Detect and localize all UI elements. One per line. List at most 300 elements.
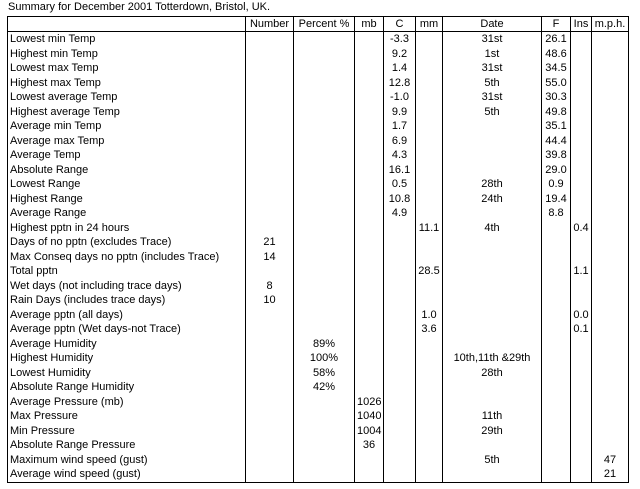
table-row	[8, 177, 629, 192]
table-row	[8, 438, 629, 453]
cell-mph	[592, 351, 629, 366]
cell-date	[443, 206, 542, 221]
table-row	[8, 206, 629, 221]
weather-summary-table	[7, 16, 629, 483]
cell-mb: 1026	[355, 395, 384, 410]
cell-mb	[355, 453, 384, 468]
cell-ins	[571, 366, 592, 381]
cell-c	[384, 453, 416, 468]
cell-c	[384, 279, 416, 294]
row-label: Absolute Range	[8, 163, 246, 178]
cell-c: 9.9	[384, 105, 416, 120]
cell-date: 5th	[443, 453, 542, 468]
cell-c: 12.8	[384, 76, 416, 91]
cell-mm	[416, 279, 443, 294]
row-label: Min Pressure	[8, 424, 246, 439]
cell-ins	[571, 148, 592, 163]
cell-f	[542, 467, 571, 482]
cell-ins	[571, 424, 592, 439]
table-row	[8, 337, 629, 352]
cell-f	[542, 250, 571, 265]
cell-percent	[294, 409, 355, 424]
table-row	[8, 90, 629, 105]
cell-f: 39.8	[542, 148, 571, 163]
cell-ins: 0.0	[571, 308, 592, 323]
cell-mm	[416, 337, 443, 352]
cell-number	[246, 119, 294, 134]
cell-ins: 1.1	[571, 264, 592, 279]
table-row	[8, 134, 629, 149]
cell-f: 8.8	[542, 206, 571, 221]
cell-mm	[416, 351, 443, 366]
cell-date: 29th	[443, 424, 542, 439]
table-row	[8, 250, 629, 265]
cell-ins	[571, 163, 592, 178]
cell-mph	[592, 134, 629, 149]
cell-number	[246, 322, 294, 337]
cell-mb	[355, 221, 384, 236]
cell-date	[443, 308, 542, 323]
cell-c	[384, 424, 416, 439]
cell-c: 9.2	[384, 47, 416, 62]
cell-f	[542, 409, 571, 424]
cell-f	[542, 380, 571, 395]
table-row	[8, 47, 629, 62]
cell-mm	[416, 76, 443, 91]
cell-mb	[355, 264, 384, 279]
cell-mph	[592, 264, 629, 279]
cell-percent	[294, 105, 355, 120]
cell-percent	[294, 250, 355, 265]
column-header-c: C	[384, 17, 416, 32]
table-row	[8, 76, 629, 91]
cell-date	[443, 119, 542, 134]
cell-f: 48.6	[542, 47, 571, 62]
row-label: Highest Humidity	[8, 351, 246, 366]
column-header-mph: m.p.h.	[592, 17, 629, 32]
cell-mph	[592, 395, 629, 410]
cell-date	[443, 380, 542, 395]
table-row	[8, 395, 629, 410]
table-row	[8, 409, 629, 424]
cell-mph	[592, 250, 629, 265]
cell-date	[443, 235, 542, 250]
cell-ins: 0.4	[571, 221, 592, 236]
table-row	[8, 351, 629, 366]
cell-date	[443, 322, 542, 337]
cell-mm	[416, 163, 443, 178]
cell-mb	[355, 61, 384, 76]
cell-ins	[571, 395, 592, 410]
cell-date: 28th	[443, 366, 542, 381]
cell-mph	[592, 337, 629, 352]
cell-date	[443, 134, 542, 149]
cell-c: 1.7	[384, 119, 416, 134]
cell-mm	[416, 293, 443, 308]
cell-number	[246, 90, 294, 105]
row-label: Average Range	[8, 206, 246, 221]
cell-number	[246, 264, 294, 279]
cell-mph	[592, 424, 629, 439]
table-row	[8, 32, 629, 47]
cell-ins	[571, 32, 592, 47]
cell-ins	[571, 134, 592, 149]
cell-f	[542, 453, 571, 468]
cell-f: 49.8	[542, 105, 571, 120]
cell-date: 24th	[443, 192, 542, 207]
cell-mb	[355, 380, 384, 395]
cell-number: 10	[246, 293, 294, 308]
cell-mm	[416, 206, 443, 221]
cell-mb	[355, 250, 384, 265]
cell-mph	[592, 206, 629, 221]
cell-mb	[355, 47, 384, 62]
cell-date: 31st	[443, 61, 542, 76]
cell-mm: 28.5	[416, 264, 443, 279]
row-label: Lowest Humidity	[8, 366, 246, 381]
row-label: Lowest max Temp	[8, 61, 246, 76]
cell-mb	[355, 467, 384, 482]
cell-date: 1st	[443, 47, 542, 62]
cell-c: 4.9	[384, 206, 416, 221]
cell-ins	[571, 177, 592, 192]
cell-mm	[416, 47, 443, 62]
cell-mph	[592, 177, 629, 192]
cell-mph	[592, 235, 629, 250]
cell-ins	[571, 453, 592, 468]
cell-c: 10.8	[384, 192, 416, 207]
cell-f: 55.0	[542, 76, 571, 91]
table-row	[8, 61, 629, 76]
cell-mph	[592, 308, 629, 323]
row-label: Max Pressure	[8, 409, 246, 424]
cell-f	[542, 351, 571, 366]
cell-number	[246, 47, 294, 62]
cell-c: -3.3	[384, 32, 416, 47]
cell-mph	[592, 105, 629, 120]
cell-ins	[571, 105, 592, 120]
table-row	[8, 293, 629, 308]
cell-mm	[416, 105, 443, 120]
cell-mm	[416, 235, 443, 250]
cell-percent	[294, 235, 355, 250]
cell-mb	[355, 148, 384, 163]
cell-mph	[592, 409, 629, 424]
cell-date	[443, 250, 542, 265]
cell-number	[246, 409, 294, 424]
cell-mm	[416, 90, 443, 105]
column-header-mb: mb	[355, 17, 384, 32]
table-row	[8, 264, 629, 279]
cell-c	[384, 264, 416, 279]
cell-percent	[294, 293, 355, 308]
row-label: Lowest Range	[8, 177, 246, 192]
cell-mph	[592, 221, 629, 236]
row-label: Highest max Temp	[8, 76, 246, 91]
cell-date	[443, 438, 542, 453]
row-label: Days of no pptn (excludes Trace)	[8, 235, 246, 250]
cell-percent	[294, 264, 355, 279]
cell-c: 4.3	[384, 148, 416, 163]
cell-f	[542, 279, 571, 294]
column-header-f: F	[542, 17, 571, 32]
cell-percent	[294, 134, 355, 149]
cell-f: 29.0	[542, 163, 571, 178]
cell-date	[443, 279, 542, 294]
cell-number	[246, 32, 294, 47]
table-row	[8, 424, 629, 439]
cell-mm	[416, 366, 443, 381]
cell-c: 1.4	[384, 61, 416, 76]
cell-percent	[294, 221, 355, 236]
cell-mm	[416, 424, 443, 439]
table-row	[8, 366, 629, 381]
table-row	[8, 279, 629, 294]
cell-ins	[571, 409, 592, 424]
cell-mph: 21	[592, 467, 629, 482]
row-label: Maximum wind speed (gust)	[8, 453, 246, 468]
cell-date: 5th	[443, 105, 542, 120]
cell-mb	[355, 337, 384, 352]
table-row	[8, 467, 629, 482]
cell-ins	[571, 47, 592, 62]
row-label: Highest average Temp	[8, 105, 246, 120]
cell-percent	[294, 119, 355, 134]
cell-mph	[592, 380, 629, 395]
row-label: Wet days (not including trace days)	[8, 279, 246, 294]
cell-mm: 1.0	[416, 308, 443, 323]
cell-f: 34.5	[542, 61, 571, 76]
row-label: Rain Days (includes trace days)	[8, 293, 246, 308]
cell-percent	[294, 177, 355, 192]
cell-mm	[416, 380, 443, 395]
cell-f: 0.9	[542, 177, 571, 192]
header-row	[8, 17, 629, 32]
cell-date	[443, 293, 542, 308]
cell-ins	[571, 76, 592, 91]
cell-ins	[571, 119, 592, 134]
cell-mph	[592, 279, 629, 294]
cell-f	[542, 221, 571, 236]
cell-number	[246, 192, 294, 207]
row-label: Total pptn	[8, 264, 246, 279]
cell-mph: 47	[592, 453, 629, 468]
cell-number	[246, 163, 294, 178]
cell-percent	[294, 206, 355, 221]
cell-percent	[294, 467, 355, 482]
row-label: Average Humidity	[8, 337, 246, 352]
cell-mb	[355, 279, 384, 294]
cell-mb	[355, 163, 384, 178]
cell-mb: 1004	[355, 424, 384, 439]
cell-date	[443, 337, 542, 352]
cell-date: 31st	[443, 90, 542, 105]
column-header-ins: Ins	[571, 17, 592, 32]
row-label: Absolute Range Pressure	[8, 438, 246, 453]
row-label: Highest pptn in 24 hours	[8, 221, 246, 236]
cell-date	[443, 264, 542, 279]
cell-percent	[294, 32, 355, 47]
cell-number	[246, 308, 294, 323]
cell-c	[384, 235, 416, 250]
row-label: Average max Temp	[8, 134, 246, 149]
cell-c: -1.0	[384, 90, 416, 105]
table-row	[8, 322, 629, 337]
cell-f: 35.1	[542, 119, 571, 134]
cell-ins	[571, 235, 592, 250]
cell-percent	[294, 438, 355, 453]
cell-date: 5th	[443, 76, 542, 91]
cell-number	[246, 177, 294, 192]
cell-percent	[294, 279, 355, 294]
cell-f	[542, 366, 571, 381]
row-label: Average pptn (Wet days-not Trace)	[8, 322, 246, 337]
cell-mb	[355, 308, 384, 323]
cell-mph	[592, 148, 629, 163]
cell-number	[246, 380, 294, 395]
cell-f: 26.1	[542, 32, 571, 47]
table-row	[8, 119, 629, 134]
cell-mph	[592, 61, 629, 76]
cell-mb	[355, 32, 384, 47]
cell-number	[246, 61, 294, 76]
cell-percent	[294, 148, 355, 163]
cell-ins: 0.1	[571, 322, 592, 337]
column-header-number: Number	[246, 17, 294, 32]
cell-c	[384, 409, 416, 424]
cell-number	[246, 395, 294, 410]
column-header-mm: mm	[416, 17, 443, 32]
cell-mm	[416, 134, 443, 149]
cell-f	[542, 424, 571, 439]
cell-number	[246, 351, 294, 366]
cell-number	[246, 206, 294, 221]
cell-mb	[355, 119, 384, 134]
cell-c	[384, 337, 416, 352]
cell-number	[246, 438, 294, 453]
cell-number: 8	[246, 279, 294, 294]
cell-mph	[592, 322, 629, 337]
cell-number	[246, 337, 294, 352]
cell-f: 44.4	[542, 134, 571, 149]
cell-percent	[294, 90, 355, 105]
page-title: Summary for December 2001 Totterdown, Bristol, UK.	[8, 1, 271, 13]
cell-percent: 89%	[294, 337, 355, 352]
cell-c	[384, 308, 416, 323]
cell-f	[542, 337, 571, 352]
cell-mm: 3.6	[416, 322, 443, 337]
cell-ins	[571, 351, 592, 366]
cell-mb	[355, 322, 384, 337]
cell-c	[384, 395, 416, 410]
cell-number	[246, 148, 294, 163]
cell-mph	[592, 47, 629, 62]
cell-mm	[416, 467, 443, 482]
cell-mb	[355, 76, 384, 91]
cell-percent: 100%	[294, 351, 355, 366]
cell-c	[384, 380, 416, 395]
cell-percent	[294, 322, 355, 337]
cell-mb	[355, 293, 384, 308]
column-header-percent: Percent %	[294, 17, 355, 32]
cell-percent	[294, 76, 355, 91]
cell-mb	[355, 90, 384, 105]
cell-mb: 36	[355, 438, 384, 453]
cell-f: 30.3	[542, 90, 571, 105]
cell-percent	[294, 47, 355, 62]
cell-number: 21	[246, 235, 294, 250]
cell-ins	[571, 90, 592, 105]
cell-date: 4th	[443, 221, 542, 236]
cell-mm	[416, 409, 443, 424]
row-label: Highest min Temp	[8, 47, 246, 62]
cell-mm: 11.1	[416, 221, 443, 236]
cell-mph	[592, 192, 629, 207]
table-row	[8, 163, 629, 178]
cell-c: 6.9	[384, 134, 416, 149]
cell-mph	[592, 293, 629, 308]
row-label: Average pptn (all days)	[8, 308, 246, 323]
cell-number: 14	[246, 250, 294, 265]
row-label: Lowest average Temp	[8, 90, 246, 105]
cell-mb	[355, 105, 384, 120]
cell-f	[542, 322, 571, 337]
row-label: Highest Range	[8, 192, 246, 207]
cell-ins	[571, 380, 592, 395]
cell-date: 11th	[443, 409, 542, 424]
cell-number	[246, 105, 294, 120]
table-row	[8, 308, 629, 323]
row-label: Average min Temp	[8, 119, 246, 134]
cell-number	[246, 76, 294, 91]
cell-mph	[592, 119, 629, 134]
cell-ins	[571, 293, 592, 308]
cell-c	[384, 438, 416, 453]
row-label: Average Temp	[8, 148, 246, 163]
cell-date: 28th	[443, 177, 542, 192]
cell-c	[384, 293, 416, 308]
cell-mph	[592, 90, 629, 105]
cell-date	[443, 148, 542, 163]
row-label: Absolute Range Humidity	[8, 380, 246, 395]
cell-ins	[571, 192, 592, 207]
cell-mb	[355, 235, 384, 250]
cell-f	[542, 308, 571, 323]
table-row	[8, 235, 629, 250]
table-row	[8, 453, 629, 468]
column-header-date: Date	[443, 17, 542, 32]
cell-number	[246, 134, 294, 149]
cell-mph	[592, 163, 629, 178]
cell-mm	[416, 119, 443, 134]
table-row	[8, 380, 629, 395]
cell-c	[384, 467, 416, 482]
cell-f	[542, 235, 571, 250]
cell-f	[542, 438, 571, 453]
cell-percent	[294, 308, 355, 323]
table-row	[8, 221, 629, 236]
cell-mm	[416, 177, 443, 192]
cell-mb	[355, 177, 384, 192]
cell-mb	[355, 366, 384, 381]
cell-ins	[571, 337, 592, 352]
row-label: Average wind speed (gust)	[8, 467, 246, 482]
cell-number	[246, 467, 294, 482]
cell-mm	[416, 250, 443, 265]
cell-c	[384, 221, 416, 236]
cell-percent	[294, 424, 355, 439]
cell-c	[384, 250, 416, 265]
